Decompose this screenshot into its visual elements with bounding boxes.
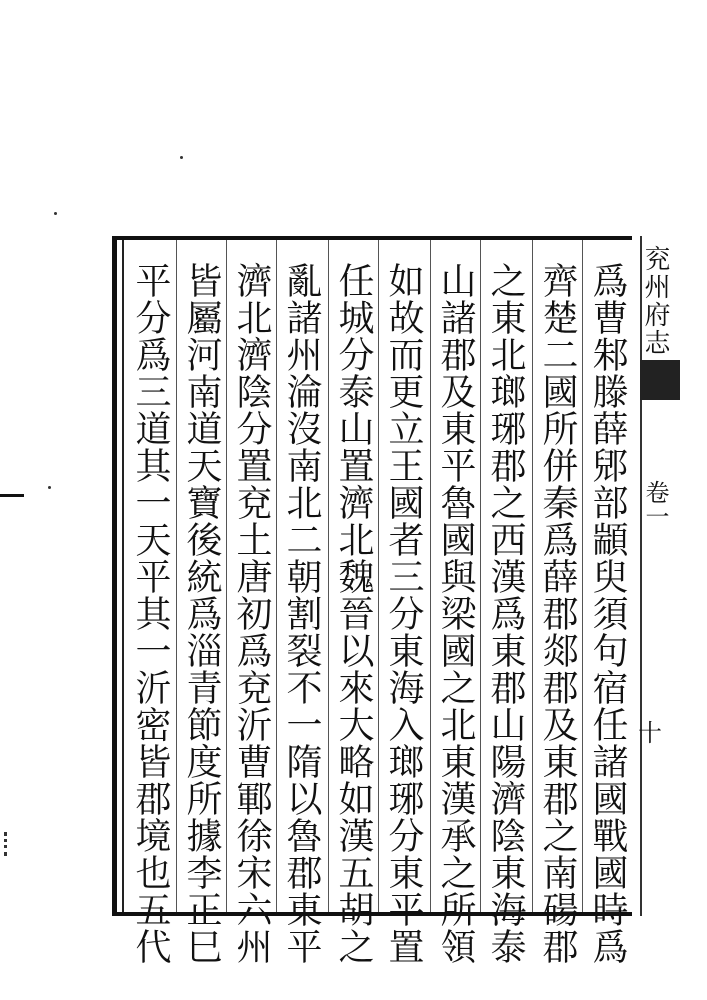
inner-border-rule xyxy=(122,240,124,912)
scan-speck xyxy=(54,212,57,215)
column-rule xyxy=(480,240,481,912)
spine-title: 兖州府志 xyxy=(640,245,670,357)
text-column-6: 任城分泰山置濟北魏晉以來大略如漢五胡之 xyxy=(333,262,374,965)
column-rule xyxy=(532,240,533,912)
text-column-4: 山諸郡及東平魯國與梁國之北東漢承之所領 xyxy=(435,262,476,965)
column-rule xyxy=(582,240,583,912)
column-rule xyxy=(378,240,379,912)
column-rule xyxy=(176,240,177,912)
spine-page-number: 十 xyxy=(638,719,662,747)
scan-mark xyxy=(0,494,24,497)
text-column-10: 平分爲三道其一天平其一沂密皆郡境也五代 xyxy=(130,262,171,965)
text-column-7: 亂諸州淪沒南北二朝割裂不一隋以魯郡東平 xyxy=(281,262,322,965)
text-column-5: 如故而更立王國者三分東海入瑯琊分東平置 xyxy=(383,262,424,965)
text-column-9: 皆屬河南道天寶後統爲淄青節度所據李正巳 xyxy=(181,262,222,965)
scan-speck xyxy=(48,486,51,489)
fish-tail-mark xyxy=(640,360,680,400)
text-column-3: 之東北瑯琊郡之西漢爲東郡山陽濟陰東海泰 xyxy=(485,262,526,965)
text-column-2: 齊楚二國所併秦爲薛郡郯郡及東郡之南碭郡 xyxy=(537,262,578,965)
column-rule xyxy=(226,240,227,912)
column-rule xyxy=(276,240,277,912)
column-rule xyxy=(328,240,329,912)
spine-volume: 卷一 xyxy=(641,480,669,528)
column-rule xyxy=(430,240,431,912)
text-column-8: 濟北濟陰分置兗土唐初爲兗沂曹鄆徐宋六州 xyxy=(231,262,272,965)
text-column-1: 爲曹邾滕薛郳部顓臾須句宿任諸國戰國時爲 xyxy=(587,262,628,965)
scan-dots xyxy=(4,832,10,856)
scan-speck xyxy=(180,156,183,159)
